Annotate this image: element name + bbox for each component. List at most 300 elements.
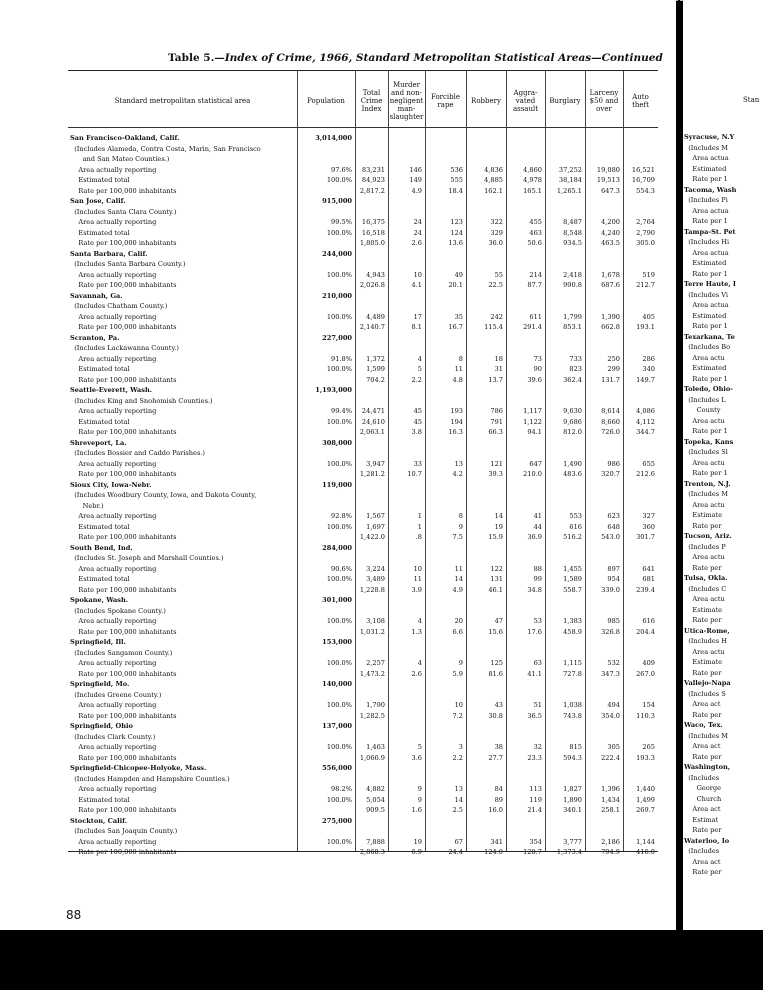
value-cell: 19,513 — [596, 176, 620, 184]
value-cell: 39.6 — [527, 375, 542, 384]
row-label: (Includes Lackawanna County.) — [70, 344, 179, 352]
facing-page-line: Estimated — [684, 259, 727, 267]
facing-page-line: Area actu — [684, 500, 725, 509]
facing-page-line: Area actu — [684, 647, 725, 656]
facing-page-line: Utica-Rome, — [684, 626, 730, 635]
facing-page-line: (Includes S — [684, 689, 726, 698]
value-cell: 24,610 — [361, 417, 385, 426]
value-cell: 986 — [607, 459, 620, 468]
population-cell: 3,014,000 — [315, 134, 352, 142]
value-cell: 286 — [642, 354, 655, 363]
value-cell: 1,890 — [563, 795, 582, 804]
area-heading-row — [68, 543, 658, 554]
value-cell: 24 — [413, 228, 422, 237]
table-row — [68, 144, 658, 155]
reporting-percent-cell: 100.0% — [326, 228, 352, 237]
value-cell: 1,390 — [601, 312, 620, 321]
value-cell: 1,589 — [563, 575, 582, 583]
facing-page-line: County — [684, 406, 721, 414]
value-cell: 727.8 — [563, 669, 582, 678]
table-row — [68, 375, 658, 386]
row-label: San Jose, Calif. — [70, 197, 126, 205]
value-cell: 36.0 — [488, 239, 503, 247]
value-cell: 16.3 — [448, 428, 463, 436]
facing-page-line: Estimated — [684, 311, 727, 320]
facing-page-line: Area act — [684, 700, 721, 708]
value-cell: 18.4 — [448, 186, 463, 195]
value-cell: 90 — [533, 365, 542, 373]
row-label: (Includes Alameda, Contra Costa, Marin, San Francisco — [70, 144, 261, 153]
value-cell: 1,282.5 — [359, 711, 385, 720]
value-cell: 463 — [529, 228, 542, 237]
value-cell: 1,031.2 — [359, 627, 385, 636]
value-cell: 1,144 — [636, 837, 655, 846]
facing-page-line: Estimated — [684, 164, 727, 173]
value-cell: 405 — [642, 312, 655, 321]
facing-page-line: Area act — [684, 742, 721, 750]
value-cell: 340.1 — [563, 806, 582, 814]
value-cell: 16.0 — [488, 806, 503, 814]
value-cell: 611 — [529, 312, 542, 321]
row-label: (Includes Chatham County.) — [70, 302, 168, 310]
row-label: Estimated total — [70, 417, 130, 426]
reporting-percent-cell: 100.0% — [326, 701, 352, 709]
column-header: Standard metropolitan statistical area — [114, 97, 251, 105]
facing-page-line: Area actua — [684, 154, 729, 162]
value-cell: 41.1 — [527, 669, 542, 678]
value-cell: 1,372 — [366, 354, 385, 363]
value-cell: 131 — [490, 575, 503, 583]
reporting-percent-cell: 91.8% — [331, 354, 352, 363]
value-cell: 1 — [417, 522, 422, 531]
value-cell: 204.4 — [636, 627, 655, 636]
value-cell: 165.1 — [523, 186, 542, 195]
facing-page-line: Toledo, Ohio- — [684, 385, 734, 393]
area-heading-row — [68, 438, 658, 449]
value-cell: 985 — [607, 617, 620, 625]
table-row — [68, 585, 658, 596]
value-cell: 123 — [450, 218, 463, 226]
row-label: Springfield-Chicopee-Holyoke, Mass. — [70, 764, 207, 772]
row-label: Rate per 100,000 inhabitants — [70, 375, 177, 384]
facing-page-line: Estimat — [684, 815, 719, 824]
table-row — [68, 826, 658, 837]
table-row — [68, 490, 658, 501]
reporting-percent-cell: 100.0% — [326, 522, 352, 531]
value-cell: 19 — [413, 837, 422, 846]
value-cell: 536 — [450, 165, 463, 174]
facing-page-line: Estimate — [684, 658, 723, 666]
row-label: Rate per 100,000 inhabitants — [70, 470, 177, 478]
area-heading-row — [68, 291, 658, 302]
column-header: Larceny $50 and over — [589, 89, 619, 113]
value-cell: 726.0 — [601, 428, 620, 436]
value-cell: 339.0 — [601, 585, 620, 594]
value-cell: .8 — [415, 533, 422, 541]
value-cell: 35 — [454, 312, 463, 321]
row-label: Nebr.) — [70, 501, 104, 510]
row-label: Area actually reporting — [70, 785, 157, 793]
value-cell: 2,418 — [563, 270, 582, 279]
row-label: Area actually reporting — [70, 617, 157, 625]
value-cell: 37,252 — [558, 165, 582, 174]
value-cell: 558.7 — [563, 585, 582, 594]
row-label: Rate per 100,000 inhabitants — [70, 323, 177, 331]
value-cell: 1,281.2 — [359, 470, 385, 478]
row-label: Area actually reporting — [70, 701, 157, 709]
value-cell: 1,396 — [601, 785, 620, 793]
value-cell: 45 — [413, 407, 422, 415]
value-cell: 49 — [454, 270, 463, 279]
value-cell: 3.9 — [411, 585, 422, 594]
value-cell: 655 — [642, 459, 655, 468]
value-cell: 267.0 — [636, 669, 655, 678]
value-cell: 1,373.4 — [556, 848, 582, 856]
value-cell: 20.1 — [448, 281, 463, 289]
table-row — [68, 175, 658, 186]
value-cell: 45 — [413, 417, 422, 426]
value-cell: 2.2 — [411, 375, 422, 384]
value-cell: 88 — [533, 564, 542, 573]
value-cell: 616 — [569, 522, 582, 531]
table-row — [68, 606, 658, 617]
value-cell: 458.9 — [563, 627, 582, 636]
value-cell: 99 — [533, 575, 542, 583]
area-heading-row — [68, 385, 658, 396]
value-cell: 2,817.2 — [359, 186, 385, 195]
value-cell: 50.6 — [527, 239, 542, 247]
row-label: (Includes Hampden and Hampshire Counties.) — [70, 774, 230, 783]
value-cell: 1,567 — [366, 512, 385, 520]
column-header: Population — [307, 97, 345, 105]
row-label: Area actually reporting — [70, 564, 157, 573]
value-cell: 733 — [569, 354, 582, 363]
facing-page-line: Rate per 1 — [684, 374, 728, 383]
value-cell: 554.3 — [636, 186, 655, 195]
value-cell: 555 — [450, 176, 463, 184]
row-label: Area actually reporting — [70, 837, 157, 846]
area-heading-row — [68, 816, 658, 827]
value-cell: 897 — [607, 564, 620, 573]
facing-page-line: Rate per — [684, 868, 722, 876]
value-cell: 8 — [458, 354, 463, 363]
table-title-text: Index of Crime, 1966, Standard Metropolitan Statistical Areas—Continued — [224, 52, 663, 64]
value-cell: 89 — [494, 795, 503, 804]
facing-page-line: Rate per 1 — [684, 217, 728, 225]
value-cell: 320.7 — [601, 470, 620, 478]
table-row — [68, 228, 658, 239]
facing-page-line: Topeka, Kans — [684, 437, 734, 446]
value-cell: 1,440 — [636, 785, 655, 793]
value-cell: 7,888 — [366, 837, 385, 846]
facing-page-line: Area actua — [684, 248, 729, 257]
population-cell: 140,000 — [322, 680, 352, 688]
value-cell: 354.0 — [601, 711, 620, 720]
row-label: Rate per 100,000 inhabitants — [70, 186, 177, 195]
value-cell: 33 — [413, 459, 422, 468]
value-cell: 81.6 — [488, 669, 503, 678]
area-heading-row — [68, 333, 658, 344]
area-heading-row — [68, 249, 658, 260]
value-cell: 5 — [417, 743, 422, 751]
facing-page-line: (Includes Hi — [684, 238, 730, 246]
value-cell: 18 — [494, 354, 503, 363]
reporting-percent-cell: 92.8% — [331, 512, 352, 520]
value-cell: 815 — [569, 743, 582, 751]
value-cell: 47 — [494, 617, 503, 625]
row-label: Estimated total — [70, 795, 130, 804]
row-label: Area actually reporting — [70, 659, 157, 667]
value-cell: 10.7 — [407, 470, 422, 478]
table-row — [68, 690, 658, 701]
table-row — [68, 165, 658, 176]
value-cell: 66.3 — [488, 428, 503, 436]
value-cell: 1 — [417, 512, 422, 520]
table-row — [68, 669, 658, 680]
value-cell: 194 — [450, 417, 463, 426]
column-header: Total Crime Index — [360, 89, 383, 113]
population-cell: 227,000 — [322, 333, 352, 342]
value-cell: 291.4 — [523, 323, 542, 331]
value-cell: 5.9 — [452, 669, 463, 678]
reporting-percent-cell: 100.0% — [326, 659, 352, 667]
value-cell: 55 — [494, 270, 503, 279]
value-cell: 2.6 — [411, 669, 422, 678]
area-heading-row — [68, 133, 658, 144]
value-cell: 1,599 — [366, 365, 385, 373]
value-cell: 9,630 — [563, 407, 582, 415]
row-label: Area actually reporting — [70, 218, 157, 226]
table-row — [68, 270, 658, 281]
table-row — [68, 312, 658, 323]
value-cell: 43 — [494, 701, 503, 709]
value-cell: 53 — [533, 617, 542, 625]
facing-page-line: Terre Haute, I — [684, 280, 736, 288]
value-cell: 15.9 — [488, 533, 503, 541]
value-cell: 14 — [454, 575, 463, 583]
value-cell: 9 — [417, 785, 422, 793]
value-cell: 24 — [413, 218, 422, 226]
value-cell: 39.3 — [488, 470, 503, 478]
table-row — [68, 396, 658, 407]
facing-page-line: Tacoma, Wash — [684, 185, 737, 194]
value-cell: 1,455 — [563, 564, 582, 573]
facing-page-line: (Includes Pi — [684, 196, 728, 204]
value-cell: 3,108 — [366, 617, 385, 625]
value-cell: 1,805.0 — [359, 239, 385, 247]
value-cell: 1,799 — [563, 312, 582, 321]
facing-page-line: Rate per — [684, 668, 722, 677]
facing-page-line: (Includes Sl — [684, 448, 728, 456]
value-cell: 269.7 — [636, 806, 655, 814]
value-cell: 2,764 — [636, 218, 655, 226]
area-heading-row — [68, 595, 658, 606]
population-cell: 137,000 — [322, 722, 352, 730]
value-cell: 13 — [454, 459, 463, 468]
reporting-percent-cell: 100.0% — [326, 795, 352, 804]
value-cell: 2,257 — [366, 659, 385, 667]
row-label: Seattle-Everett, Wash. — [70, 386, 153, 394]
value-cell: 4 — [417, 354, 422, 363]
value-cell: 483.6 — [563, 470, 582, 478]
value-cell: 250 — [607, 354, 620, 363]
value-cell: 5 — [417, 365, 422, 373]
facing-page-line: Rate per — [684, 752, 722, 761]
value-cell: 623 — [607, 512, 620, 520]
value-cell: 149.7 — [636, 375, 655, 384]
value-cell: 1,434 — [601, 795, 620, 804]
value-cell: 2.6 — [411, 239, 422, 247]
row-label: Estimated total — [70, 522, 130, 531]
header-rule — [68, 127, 658, 128]
value-cell: 327 — [642, 512, 655, 520]
value-cell: 2.5 — [452, 806, 463, 814]
value-cell: 128.7 — [523, 848, 542, 856]
value-cell: 14 — [494, 512, 503, 520]
row-label: (Includes Bossier and Caddo Parishes.) — [70, 449, 206, 457]
population-cell: 119,000 — [322, 480, 352, 489]
value-cell: 4,112 — [636, 417, 655, 426]
value-cell: 19,080 — [596, 165, 620, 174]
row-label: Rate per 100,000 inhabitants — [70, 281, 177, 289]
column-header: Aggra-vated assault — [512, 89, 539, 113]
reporting-percent-cell: 100.0% — [326, 270, 352, 279]
row-label: Scranton, Pa. — [70, 333, 120, 342]
value-cell: 113 — [529, 785, 542, 793]
value-cell: 8 — [458, 512, 463, 520]
value-cell: 13 — [454, 785, 463, 793]
value-cell: 84,923 — [361, 176, 385, 184]
table-row — [68, 186, 658, 197]
table-row — [68, 417, 658, 428]
value-cell: 909.5 — [366, 806, 385, 814]
facing-page-line: Area act — [684, 805, 721, 813]
value-cell: 1,115 — [563, 659, 582, 667]
value-cell: 3,777 — [563, 837, 582, 846]
reporting-percent-cell: 99.4% — [331, 407, 352, 415]
value-cell: 647.3 — [601, 186, 620, 195]
value-cell: 5,054 — [366, 795, 385, 804]
value-cell: 1,463 — [366, 743, 385, 751]
value-cell: 16.7 — [448, 323, 463, 331]
row-label: Sioux City, Iowa-Nebr. — [70, 480, 152, 489]
row-label: Rate per 100,000 inhabitants — [70, 669, 177, 678]
value-cell: 1,827 — [563, 785, 582, 793]
row-label: Area actually reporting — [70, 165, 157, 174]
row-label: and San Mateo Counties.) — [70, 155, 170, 163]
table-row — [68, 742, 658, 753]
value-cell: 146 — [409, 165, 422, 174]
table-row — [68, 238, 658, 249]
row-label: (Includes San Joaquin County.) — [70, 827, 178, 835]
value-cell: 20 — [454, 617, 463, 625]
value-cell: 305.0 — [636, 239, 655, 247]
facing-page-line: Area actu — [684, 458, 725, 467]
value-cell: 41 — [533, 512, 542, 520]
value-cell: 2,868.3 — [359, 848, 385, 856]
value-cell: 1,422.0 — [359, 533, 385, 541]
crime-index-table — [68, 70, 658, 856]
facing-page-line: Syracuse, N.Y — [684, 133, 735, 141]
value-cell: 9 — [458, 659, 463, 667]
value-cell: 3.8 — [411, 428, 422, 436]
value-cell: 4,836 — [484, 165, 503, 174]
row-label: Rate per 100,000 inhabitants — [70, 428, 177, 436]
row-label: (Includes Sangamon County.) — [70, 648, 173, 657]
facing-page-line: Area actu — [684, 353, 725, 362]
value-cell: 38 — [494, 743, 503, 751]
table-row — [68, 648, 658, 659]
value-cell: 301.7 — [636, 533, 655, 541]
value-cell: 4,885 — [484, 176, 503, 184]
area-heading-row — [68, 637, 658, 648]
value-cell: 641 — [642, 564, 655, 573]
column-header: Murder and non-negligent man-slaughter — [389, 81, 424, 121]
facing-page-header: Stan — [743, 96, 760, 104]
value-cell: 362.4 — [563, 375, 582, 384]
value-cell: 1,383 — [563, 617, 582, 625]
value-cell: 67 — [454, 837, 463, 846]
value-cell: 32 — [533, 743, 542, 751]
table-row — [68, 427, 658, 438]
facing-page-line: Tulsa, Okla. — [684, 574, 728, 582]
row-label: Area actually reporting — [70, 312, 157, 321]
value-cell: 594.3 — [563, 753, 582, 762]
row-label: Savannah, Ga. — [70, 291, 123, 300]
population-cell: 284,000 — [322, 543, 352, 552]
area-heading-row — [68, 196, 658, 207]
facing-page-line: (Includes H — [684, 637, 728, 645]
reporting-percent-cell: 97.6% — [331, 165, 352, 174]
value-cell: 463.5 — [601, 239, 620, 247]
facing-page-fragment — [683, 0, 763, 930]
value-cell: 6.6 — [452, 627, 463, 636]
population-cell: 210,000 — [322, 291, 352, 300]
table-row — [68, 469, 658, 480]
row-label: Estimated total — [70, 365, 130, 373]
value-cell: 4 — [417, 617, 422, 625]
facing-page-line: Rate per 1 — [684, 175, 728, 183]
table-row — [68, 700, 658, 711]
facing-page-line: (Includes — [684, 773, 720, 782]
table-row — [68, 501, 658, 512]
value-cell: 329 — [490, 228, 503, 237]
value-cell: 322 — [490, 218, 503, 226]
facing-page-line: Estimate — [684, 511, 723, 519]
value-cell: 344.7 — [636, 428, 655, 436]
value-cell: 9 — [417, 795, 422, 804]
value-cell: 743.8 — [563, 711, 582, 720]
value-cell: 1,265.1 — [556, 186, 582, 195]
facing-page-line: Vallejo-Napa — [684, 679, 731, 687]
value-cell: 648 — [607, 522, 620, 531]
area-heading-row — [68, 763, 658, 774]
value-cell: 7.5 — [452, 533, 463, 541]
table-title — [168, 52, 663, 64]
value-cell: 44 — [533, 522, 542, 531]
table-row — [68, 658, 658, 669]
value-cell: 1,117 — [523, 407, 542, 415]
value-cell: 409 — [642, 659, 655, 667]
table-row — [68, 280, 658, 291]
row-label: (Includes King and Snohomish Counties.) — [70, 396, 213, 405]
row-label: Shreveport, La. — [70, 438, 127, 447]
value-cell: 1.6 — [411, 806, 422, 814]
facing-page-line: Washington, — [684, 763, 731, 771]
value-cell: 36.5 — [527, 711, 542, 720]
value-cell: 543.0 — [601, 533, 620, 541]
value-cell: 124.0 — [484, 848, 503, 856]
